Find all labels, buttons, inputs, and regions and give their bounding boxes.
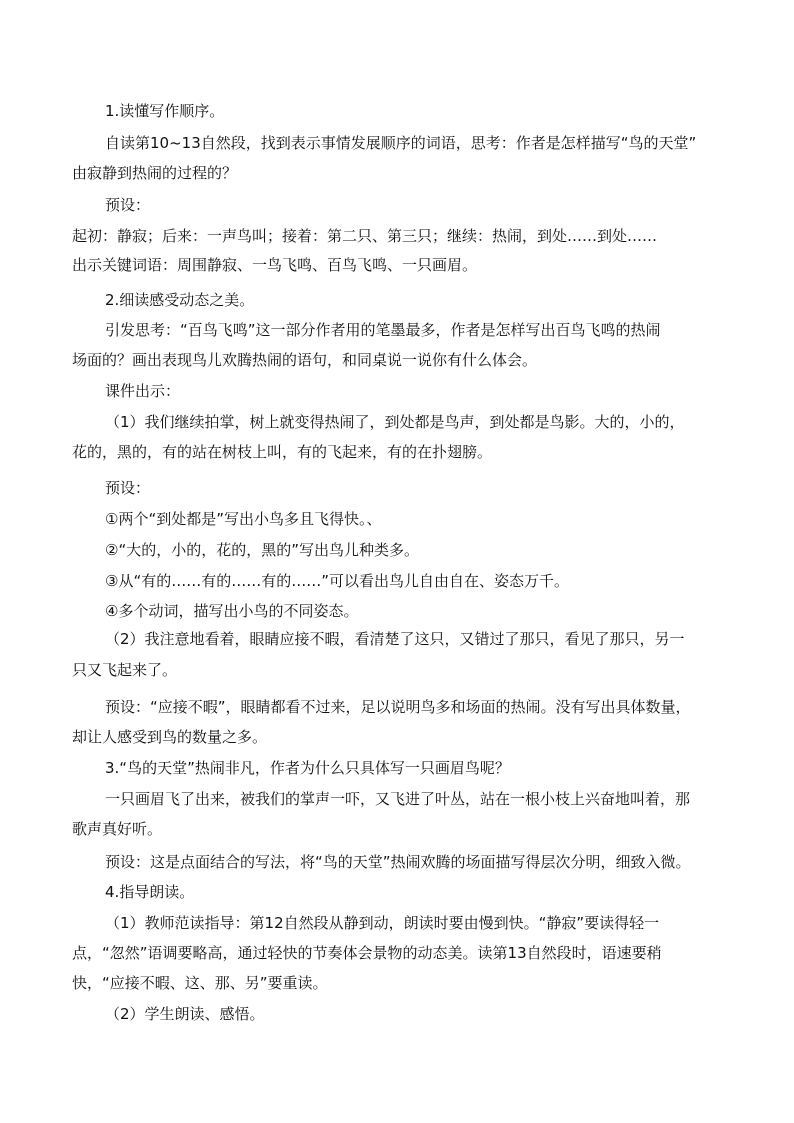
paragraph-line: 起初：静寂；后来：一声鸟叫；接着：第二只、第三只；继续：热闹，到处……到处…… [72,227,658,245]
paragraph-line: 自读第10~13自然段，找到表示事情发展顺序的词语，思考：作者是怎样描写“鸟的天堂” [105,134,697,152]
paragraph-line: 预设：“应接不暇”，眼睛都看不过来，足以说明鸟多和场面的热闹。没有写出具体数量， [105,698,691,716]
heading-guided-reading: 4.指导朗读。 [105,883,195,901]
paragraph-line: （2）学生朗读、感悟。 [105,1005,265,1023]
list-item: ③从“有的……有的……有的……”可以看出鸟儿自由自在、姿态万千。 [105,572,569,590]
paragraph-line: 歌声真好听。 [72,820,163,838]
list-item: ④多个动词，描写出小鸟的不同姿态。 [105,602,359,620]
quote-line: （2）我注意地看着，眼睛应接不暇，看清楚了这只，又错过了那只，看见了那只，另一 [105,630,685,648]
list-item: ①两个“到处都是”写出小鸟多且飞得快。、 [105,510,382,528]
paragraph-line: 点，“忽然”语调要略高，通过轻快的节奏体会景物的动态美。读第13自然段时，语速要稍 [72,944,662,962]
paragraph-line: 引发思考：“百鸟飞鸣”这一部分作者用的笔墨最多，作者是怎样写出百鸟飞鸣的热闹 [105,321,661,339]
list-item: ②“大的，小的，花的，黑的”写出鸟儿种类多。 [105,541,419,559]
quote-line: 只又飞起来了。 [72,661,178,679]
preset-label: 预设： [105,479,151,497]
paragraph-line: 却让人感受到鸟的数量之多。 [72,728,268,746]
paragraph-line: （1）教师范读指导：第12自然段从静到动，朗读时要由慢到快。“静寂”要读得轻一 [105,914,660,932]
paragraph-line: 由寂静到热闹的过程的？ [72,164,238,182]
paragraph-line: 场面的？画出表现鸟儿欢腾热闹的语句，和同桌说一说你有什么体会。 [72,351,538,369]
preset-label: 预设： [105,196,151,214]
paragraph-line: 预设：这是点面结合的写法，将“鸟的天堂”热闹欢腾的场面描写得层次分明，细致入微。 [105,853,691,871]
heading-dynamic-beauty: 2.细读感受动态之美。 [105,291,255,309]
heading-reading-order: 1.读懂写作顺序。 [105,102,225,120]
paragraph-line: 出示关键词语：周围静寂、一鸟飞鸣、百鸟飞鸣、一只画眉。 [72,256,478,274]
paragraph-line: 一只画眉飞了出来，被我们的掌声一吓，又飞进了叶丛，站在一根小枝上兴奋地叫着，那 [105,790,691,808]
courseware-label: 课件出示： [105,382,181,400]
heading-thrush: 3.“鸟的天堂”热闹非凡，作者为什么只具体写一只画眉鸟呢？ [105,759,510,777]
quote-line: 花的，黑的，有的站在树枝上叫，有的飞起来，有的在扑翅膀。 [72,443,493,461]
quote-line: （1）我们继续拍掌，树上就变得热闹了，到处都是鸟声，到处都是鸟影。大的，小的， [105,413,685,431]
paragraph-line: 快，“应接不暇、这、那、另”要重读。 [72,974,328,992]
